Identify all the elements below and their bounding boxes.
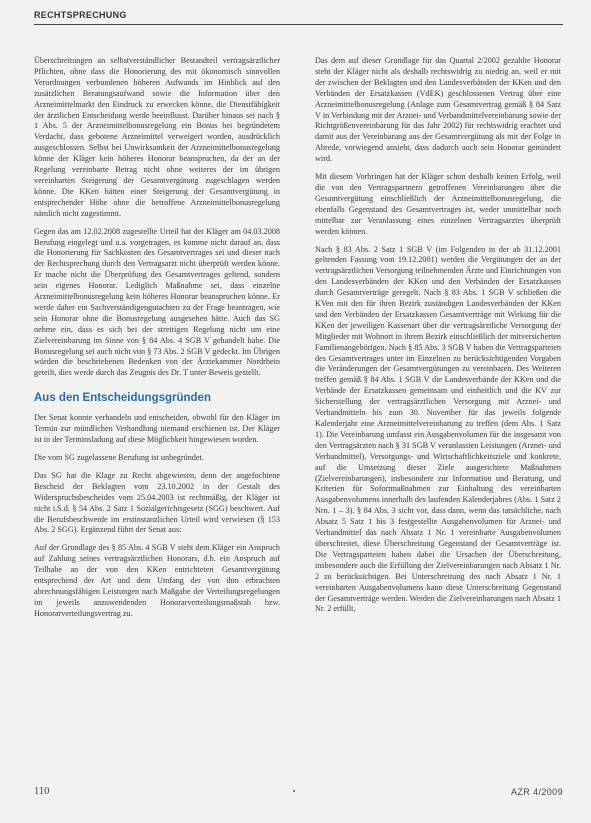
footer-dot — [293, 790, 295, 792]
paragraph: Die vom SG zugelassene Berufung ist unbegründet. — [34, 453, 204, 462]
left-column — [34, 56, 280, 627]
paragraph: Mit diesem Vorbringen hat der Kläger schon deshalb keinen Erfolg, weil die von den Vertragspartnern getroffenen Vereinbarungen über die Gesamtvergütung einschließlich der Arzneimittelbonusregelung, die ebenfalls Gegenstand des Gesamtvertrages ist, weder unmittelbar noch mittelbar zur Veranlassung eines einzelnen Vertragsarztes überprüft werden können. — [315, 172, 561, 236]
paragraph: Nach § 83 Abs. 2 Satz 1 SGB V (im Folgenden in der ab 31.12.2001 geltenden Fassung vom 19.12.2001) werden die Vergütungen der an der vertragsärztlichen Versorgung teilnehmenden Ärzte und Einrichtungen von den Landesverbänden der KKen und den Verbänden der Ersatzkassen durch Gesamtverträge geregelt. Nach § 83 Abs. 1 SGB V schließen die KVen mit den für ihren Bezirk zuständigen Landesverbänden der KKen und den Verbänden der Ersatzkassen Gesamtverträge mit Wirkung für die KKen der jeweiligen Kassenart über die vertragsärztliche Versorgung der Mitglieder mit Wohnort in ihrem Bezirk einschließlich der mitversicherten Familienangehörigen. Nach § 85 Abs. 3 SGB V haben die Vertragsparteien des Gesamtvertrages unter im Einzelnen zu berücksichtigenden Vorgaben die Veränderungen der Gesamtvergütungen zu vereinbaren. Des Weiteren treffen gemäß § 84 Abs. 1 SGB V die Landesverbände der KKen und die Verbände der Ersatzkassen gemeinsam und einheitlich und die KV zur Sicherstellung der vertragsärztlichen Versorgung mit Arznei- und Verbandmitteln bis zum 30. November für das jeweils folgende Kalenderjahr eine Arzneimittelvereinbarung zu treffen (dem Abs. 1 Satz 1). Die Vereinbarung umfasst ein Ausgabenvolumen für die insgesamt von den Vertragsärzten nach § 31 SGB V veranlassten Leistungen (Arznei- und Verbandmittel), Versorgungs- und Wirtschaftlichkeitsziele und konkrete, auf die Umsetzung dieser Ziele ausgerichtete Maßnahmen (Zielvereinbarungen), insbesondere zur Information und Beratung, und Kriterien für Sofortmaßnahmen zur Einhaltung des vereinbarten Ausgabenvolumens innerhalb des laufenden Kalenderjahres (Abs. 1 Satz 2 Nrn. 1 – 3). § 84 Abs. 3 sicht vor, dass dann, wenn das tatsächliche, nach Absatz 5 Satz 1 bis 3 festgestellte Ausgabenvolumen für Arznei- und Verbandmittel das nach Absatz 1 Nr. 1 vereinbarte Ausgabenvolumen überschreitet, diese Überschreitung Gegenstand der Gesamtverträge ist. Die Vertragsparteien haben dabei die Ursachen der Überschreitung, insbesondere auch die Erfüllung der Zielvereinbarungen nach Absatz 1 Nr. 2 zu berücksichtigen. Bei Unterschreitung des nach Absatz 1 Nr. 1 vereinbarten Ausgabenvolumens kann diese Unterschreitung Gegenstand der Gesamtverträge werden. Werden die Zielvereinbarungen nach Absatz 1 Nr. 2 erfüllt, — [315, 244, 561, 614]
section-heading: Aus den Entscheidungsgründen — [34, 392, 211, 405]
page-number: 110 — [34, 786, 50, 797]
right-column — [315, 56, 561, 622]
journal-citation: AZR 4/2009 — [510, 787, 563, 797]
paragraph: Das dem auf dieser Grundlage für das Quartal 2/2002 gezahlte Honorar steht der Kläger nicht als deshalb rechtswidrig zu niedrig an, weil er mit der zwischen der Beklagten und den Landesverbänden der KKen und den Verbänden der Ersatzkassen (VdEK) geschlossenen Vertrag über eine Arzneimittelbonusregelung (Anlage zum Gesamtvertrag gemäß § 84 Satz V in Verbindung mit der Arznei- und Verbandmittelvereinbarung sowie der Richtgrößenvereinbarung für das Jahr 2002) für rechtswidrig erachtet und damit aus der Vereinbarung aus der Gesamtvergütung als mit der Folge in Abrede, vorwiegend ansieht, dass dadurch auch sein Honorar gemindert wird. — [315, 56, 561, 164]
paragraph: Der Senat konnte verhandeln und entscheiden, obwohl für den Kläger im Termin zur mündlichen Verhandlung niemand erschienen ist. Der Kläger ist in der Terminsladung auf diese Möglichkeit hingewiesen worden. — [34, 413, 280, 445]
paragraph: Überschreitungen an selbstverständlicher Bestandteil vertragsärztlicher Pflichten, ohne dass die Honorierung des mit ökonomisch sinnvollen Verordnungen verbundenen höheren Aufwands im Hinblick auf den zusätzlichen Beratungsaufwand sowie die Information über den Arzneimittelmarkt den Eindruck zu erwecken könne, die Dienstfähigkeit der ärztlichen Entscheidung werde beeinflusst. Darüber hinaus sei nach § 1 Abs. 5 der Arzneimittelbonusregelung ein Bonus bei begründetem Verdacht, dass gebotene Arzneimittel verweigert worden, ausdrücklich ausgeschlossen. Selbst bei Unwirksamkeit der Arzneimittelbonusregelung könne der Kläger kein höheres Honorar beanspruchen, da der an der Regelung vereinbarte Betrag nicht ohne weiteres der im übrigen vereinbarten Steigerung der Gesamtvergütung zugeschlagen werden könne. Die KKen hätten einer Steigerung der Gesamtvergütung in entsprechender Höhe ohne die betroffene Arzneimittelbonusregelung nämlich nicht zugestimmt. — [34, 56, 280, 218]
section-label: RECHTSPRECHUNG — [34, 10, 127, 20]
paragraph: Auf der Grundlage des § 85 Abs. 4 SGB V steht dem Kläger ein Anspruch auf Zahlung seines vertragsärztlichen Honorars, d.h. ein Anspruch auf Teilhabe an der von den KKen entrichteten Gesamtvergütung entsprechend der Art und dem Umfang der von ihm erbrachten abrechnungsfähigen Leistungen nach Maßgabe der Verteilungsregelungen im jeweils anzuwendenden Honorarverteilungsmaßstab bzw. Honorarverteilungsvertrag zu. — [34, 543, 280, 618]
paragraph: Das SG hat die Klage zu Recht abgewiesen, denn der angefochtene Bescheid der Beklagten vom 23.10.2002 in der Gestalt des Widerspruchsbescheides vom 25.04.2003 ist rechtmäßig, der Kläger ist nicht i.S.d. § 54 Abs. 2 Satz 1 Sozialgerichtsgesetz (SGG) beschwert. Auf die Berufsbeschwerde im erstinstanzlichen Urteil wird verwiesen (§ 153 Abs. 2 SGG). Ergänzend führt der Senat aus: — [34, 470, 280, 535]
paragraph: Gegen das am 12.02.2008 zugestellte Urteil hat der Kläger am 04.03.2008 Berufung eingelegt und u.a. vorgetragen, es komme nicht darauf an, dass die Honorierung für Sachkosten des Gesamtvertrages sei und dieser nach der Rechtsprechung durch den Vertragsarzt nicht überprüft werden könne. Er mache nicht die Überprüfung des Gesamtvertrages geltend, sondern sein eigenes Honorar. Lediglich Maßnahme sei, dass einzelne Arzneimittelbonusregelung kein höheres Honorar beanspruchen könne. Er werde daher ein Sachverständigengutachten zu der Frage beantragen, wie sein Honorar ohne die Bonusregelung ausgesehen hätte. Auch das SG nehme ein, dass es sich bei der streitigen Regelung nicht um eine Zielvereinbarung im Sinne von § 84 Abs. 4 SGB V gehandelt habe. Die Bonusregelung sei auch nicht von § 73 Abs. 2 SGB V gedeckt. Im Übrigen würden die beschriebenen Bedenken von der Ärztekammer Nordrhein geteilt, dies werde durch das Zeugnis des Dr. T unter Beweis gestellt. — [34, 226, 280, 378]
header-rule — [34, 24, 563, 25]
